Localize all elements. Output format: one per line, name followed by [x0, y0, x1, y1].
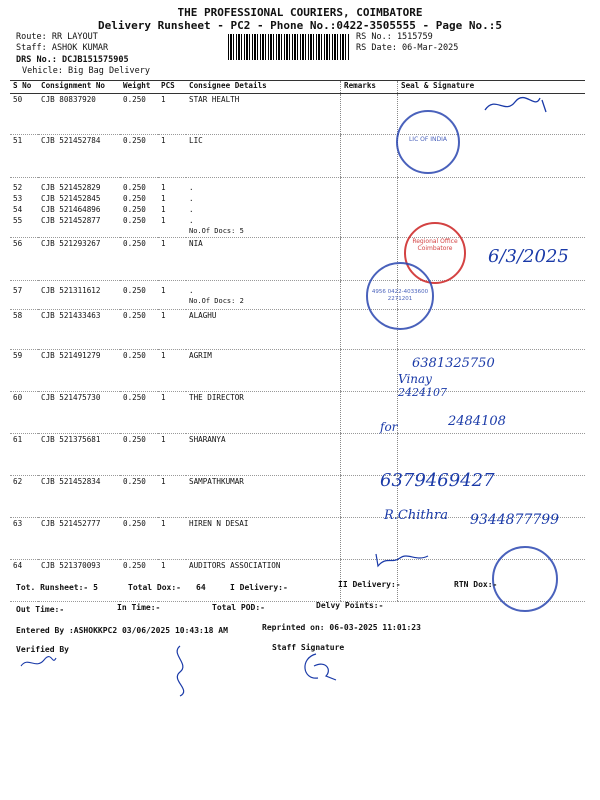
table-row — [10, 135, 585, 178]
serial-number-text: 55 — [13, 216, 23, 225]
total-runsheet: Tot. Runsheet:- 5 — [16, 583, 98, 592]
pieces-text: 1 — [161, 477, 166, 486]
col-header: Weight — [120, 81, 158, 94]
serial-number-cell — [10, 310, 38, 350]
weight-cell — [120, 434, 158, 476]
consignment-text: CJB 521475730 — [41, 393, 101, 402]
weight-text: 0.250 — [123, 194, 146, 203]
weight-text: 0.250 — [123, 136, 146, 145]
pieces-text: 1 — [161, 351, 166, 360]
consignee-cell — [186, 135, 341, 178]
consignee-cell — [186, 560, 341, 602]
consignee-cell — [186, 392, 341, 434]
col-header: S No — [10, 81, 38, 94]
consignee-cell — [186, 238, 341, 281]
pieces-cell — [158, 434, 186, 476]
serial-number-cell — [10, 392, 38, 434]
handwritten-phone: 6381325750 — [412, 356, 495, 371]
reprinted-on: Reprinted on: 06-03-2025 11:01:23 — [262, 623, 421, 632]
consignee-text: HIREN N DESAI — [189, 519, 249, 528]
consignment-text: CJB 521452777 — [41, 519, 101, 528]
serial-number-text: 50 — [13, 95, 23, 104]
pieces-text: 1 — [161, 435, 166, 444]
consignee-text: . — [189, 194, 194, 203]
in-time: In Time:- — [117, 603, 161, 612]
consignment-text: CJB 521452829 — [41, 183, 101, 192]
drs-number: DRS No.: DCJB151575905 — [16, 55, 129, 65]
consignment-cell — [38, 560, 120, 602]
staff-signature — [296, 650, 346, 686]
signature-scribble — [372, 548, 442, 570]
col-header: Consignee Details — [186, 81, 341, 94]
consignment-cell — [38, 238, 120, 281]
consignee-cell — [186, 476, 341, 518]
consignment-cell — [38, 94, 120, 135]
consignment-cell — [38, 434, 120, 476]
weight-text: 0.250 — [123, 393, 146, 402]
weight-cell — [120, 476, 158, 518]
remarks-cell — [341, 94, 398, 135]
serial-number-text: 64 — [13, 561, 23, 570]
serial-number-text: 63 — [13, 519, 23, 528]
consignment-text: CJB 521452834 — [41, 477, 101, 486]
consignment-text: CJB 521491279 — [41, 351, 101, 360]
handwritten-code: 2484108 — [448, 414, 506, 429]
consignee-text: SAMPATHKUMAR — [189, 477, 244, 486]
pieces-cell — [158, 518, 186, 560]
serial-number-cell — [10, 281, 38, 310]
remarks-cell — [341, 178, 398, 238]
weight-cell — [120, 310, 158, 350]
weight-text: 0.250 — [123, 183, 146, 192]
pieces-cell — [158, 310, 186, 350]
consignee-cell — [186, 434, 341, 476]
serial-number-cell — [10, 350, 38, 392]
pieces-text: 1 — [161, 216, 166, 225]
serial-number-cell — [10, 178, 38, 238]
consignee-cell — [186, 310, 341, 350]
pieces-text: 1 — [161, 136, 166, 145]
consignee-text: SHARANYA — [189, 435, 226, 444]
consignment-text: CJB 521433463 — [41, 311, 101, 320]
handwritten-phone: 9344877799 — [470, 512, 560, 528]
remarks-cell — [341, 350, 398, 392]
pieces-cell — [158, 350, 186, 392]
weight-text: 0.250 — [123, 95, 146, 104]
weight-text: 0.250 — [123, 477, 146, 486]
consignee-cell — [186, 281, 341, 310]
rs-number: RS No.: 1515759 — [356, 32, 433, 42]
serial-number-cell — [10, 434, 38, 476]
runsheet-title: Delivery Runsheet - PC2 - Phone No.:0422-3505555 - Page No.:5 — [98, 19, 502, 32]
company-name: THE PROFESSIONAL COURIERS, COIMBATORE — [177, 6, 423, 19]
staff-label: Staff: ASHOK KUMAR — [16, 43, 109, 53]
serial-number-text: 52 — [13, 183, 23, 192]
consignment-cell — [38, 476, 120, 518]
consignee-text: AGRIM — [189, 351, 212, 360]
serial-number-text: 57 — [13, 286, 23, 295]
consignment-text: CJB 521375681 — [41, 435, 101, 444]
return-dox: RTN Dox:- — [454, 580, 498, 589]
weight-cell — [120, 392, 158, 434]
consignment-cell — [38, 392, 120, 434]
consignee-text: No.Of Docs: 2 — [189, 297, 244, 305]
col-header: Seal & Signature — [398, 81, 586, 94]
weight-cell — [120, 135, 158, 178]
table-row — [10, 350, 585, 392]
serial-number-text: 58 — [13, 311, 23, 320]
consignment-cell — [38, 518, 120, 560]
consignment-cell — [38, 281, 120, 310]
pieces-cell — [158, 135, 186, 178]
total-dox-value: 64 — [196, 583, 206, 592]
consignee-cell — [186, 94, 341, 135]
consignment-text: CJB 521370093 — [41, 561, 101, 570]
regional-office-stamp: Regional Office Coimbatore — [404, 222, 466, 284]
verified-by-label: Verified By — [16, 645, 69, 654]
out-time: Out Time:- — [16, 605, 65, 614]
weight-cell — [120, 238, 158, 281]
consignee-text: STAR HEALTH — [189, 95, 240, 104]
consignee-text: . — [189, 183, 194, 192]
weight-text: 0.250 — [123, 239, 146, 248]
pieces-text: 1 — [161, 95, 166, 104]
col-header: Remarks — [341, 81, 398, 94]
consignment-text: CJB 80837920 — [41, 95, 96, 104]
handwritten-for: for — [380, 420, 398, 434]
weight-text: 0.250 — [123, 519, 146, 528]
weight-text: 0.250 — [123, 561, 146, 570]
weight-cell — [120, 94, 158, 135]
lic-stamp: LIC OF INDIA — [396, 110, 460, 174]
serial-number-text: 62 — [13, 477, 23, 486]
entered-by: Entered By :ASHOKKPC2 03/06/2025 10:43:18 AM — [16, 626, 228, 635]
consignment-text: CJB 521452877 — [41, 216, 101, 225]
remarks-cell — [341, 135, 398, 178]
pieces-cell — [158, 178, 186, 238]
consignment-text: CJB 521452845 — [41, 194, 101, 203]
col-header: Consignment No — [38, 81, 120, 94]
serial-number-cell — [10, 476, 38, 518]
pieces-cell — [158, 94, 186, 135]
consignee-cell — [186, 178, 341, 238]
consignee-text: THE DIRECTOR — [189, 393, 244, 402]
pieces-text: 1 — [161, 183, 166, 192]
handwritten-name: Vinay — [398, 372, 432, 386]
consignee-text: NIA — [189, 239, 203, 248]
pieces-text: 1 — [161, 239, 166, 248]
consignment-cell — [38, 135, 120, 178]
pieces-text: 1 — [161, 561, 166, 570]
serial-number-cell — [10, 560, 38, 602]
barcode — [228, 34, 350, 60]
pieces-text: 1 — [161, 311, 166, 320]
consignee-text: No.Of Docs: 5 — [189, 227, 244, 235]
serial-number-text: 56 — [13, 239, 23, 248]
serial-number-text: 60 — [13, 393, 23, 402]
weight-cell — [120, 350, 158, 392]
auditors-stamp — [492, 546, 558, 612]
rs-date: RS Date: 06-Mar-2025 — [356, 43, 459, 53]
handwritten-name: R.Chithra — [384, 508, 448, 523]
delivery-points: Delvy Points:- — [316, 601, 384, 610]
route-label: Route: RR LAYOUT — [16, 32, 98, 42]
consignment-text: CJB 521452784 — [41, 136, 101, 145]
serial-number-cell — [10, 94, 38, 135]
pieces-text: 1 — [161, 393, 166, 402]
pieces-cell — [158, 476, 186, 518]
table-row — [10, 434, 585, 476]
total-dox-label: Total Dox:- — [128, 583, 181, 592]
col-header: PCS — [158, 81, 186, 94]
pieces-cell — [158, 560, 186, 602]
consignee-text: AUDITORS ASSOCIATION — [189, 561, 281, 570]
staff-signature-label: Staff Signature — [272, 643, 345, 652]
consignment-cell — [38, 350, 120, 392]
weight-text: 0.250 — [123, 435, 146, 444]
consignee-text: ALAGHU — [189, 311, 217, 320]
table-row — [10, 310, 585, 350]
weight-cell — [120, 518, 158, 560]
consignment-text: CJB 521464896 — [41, 205, 101, 214]
table-row — [10, 281, 585, 310]
serial-number-cell — [10, 238, 38, 281]
verifier-signature — [18, 652, 58, 672]
first-delivery: I Delivery:- — [230, 583, 288, 592]
pieces-text: 1 — [161, 205, 166, 214]
pieces-text: 1 — [161, 519, 166, 528]
handwritten-phone: 6379469427 — [380, 470, 495, 491]
serial-number-text: 51 — [13, 136, 23, 145]
pieces-text: 1 — [161, 286, 166, 295]
consignee-text: . — [189, 216, 194, 225]
consignee-text: . — [189, 286, 194, 295]
vehicle-label: Vehicle: Big Bag Delivery — [22, 66, 150, 76]
weight-text: 0.250 — [123, 351, 146, 360]
weight-cell — [120, 281, 158, 310]
pieces-cell — [158, 281, 186, 310]
consignee-cell — [186, 350, 341, 392]
handwritten-code: 2424107 — [398, 386, 447, 399]
second-delivery: II Delivery:- — [338, 580, 401, 589]
total-pod: Total POD:- — [212, 603, 265, 612]
weight-text: 0.250 — [123, 311, 146, 320]
weight-cell — [120, 560, 158, 602]
serial-number-text: 61 — [13, 435, 23, 444]
consignee-cell — [186, 518, 341, 560]
consignee-text: . — [189, 205, 194, 214]
pieces-text: 1 — [161, 194, 166, 203]
weight-text: 0.250 — [123, 205, 146, 214]
handwritten-date: 6/3/2025 — [488, 246, 569, 267]
consignment-text: CJB 521311612 — [41, 286, 101, 295]
serial-number-text: 59 — [13, 351, 23, 360]
serial-number-cell — [10, 518, 38, 560]
consignment-text: CJB 521293267 — [41, 239, 101, 248]
consignment-cell — [38, 178, 120, 238]
courier-stamp: 4956 0422-4033600 2271201 — [366, 262, 434, 330]
serial-number-cell — [10, 135, 38, 178]
signature-scribble — [166, 642, 196, 700]
weight-cell — [120, 178, 158, 238]
consignment-cell — [38, 310, 120, 350]
pieces-cell — [158, 238, 186, 281]
serial-number-text: 54 — [13, 205, 23, 214]
serial-number-text: 53 — [13, 194, 23, 203]
consignee-text: LIC — [189, 136, 203, 145]
signature-scribble — [480, 90, 560, 120]
table-row — [10, 178, 585, 238]
weight-text: 0.250 — [123, 286, 146, 295]
weight-text: 0.250 — [123, 216, 146, 225]
pieces-cell — [158, 392, 186, 434]
